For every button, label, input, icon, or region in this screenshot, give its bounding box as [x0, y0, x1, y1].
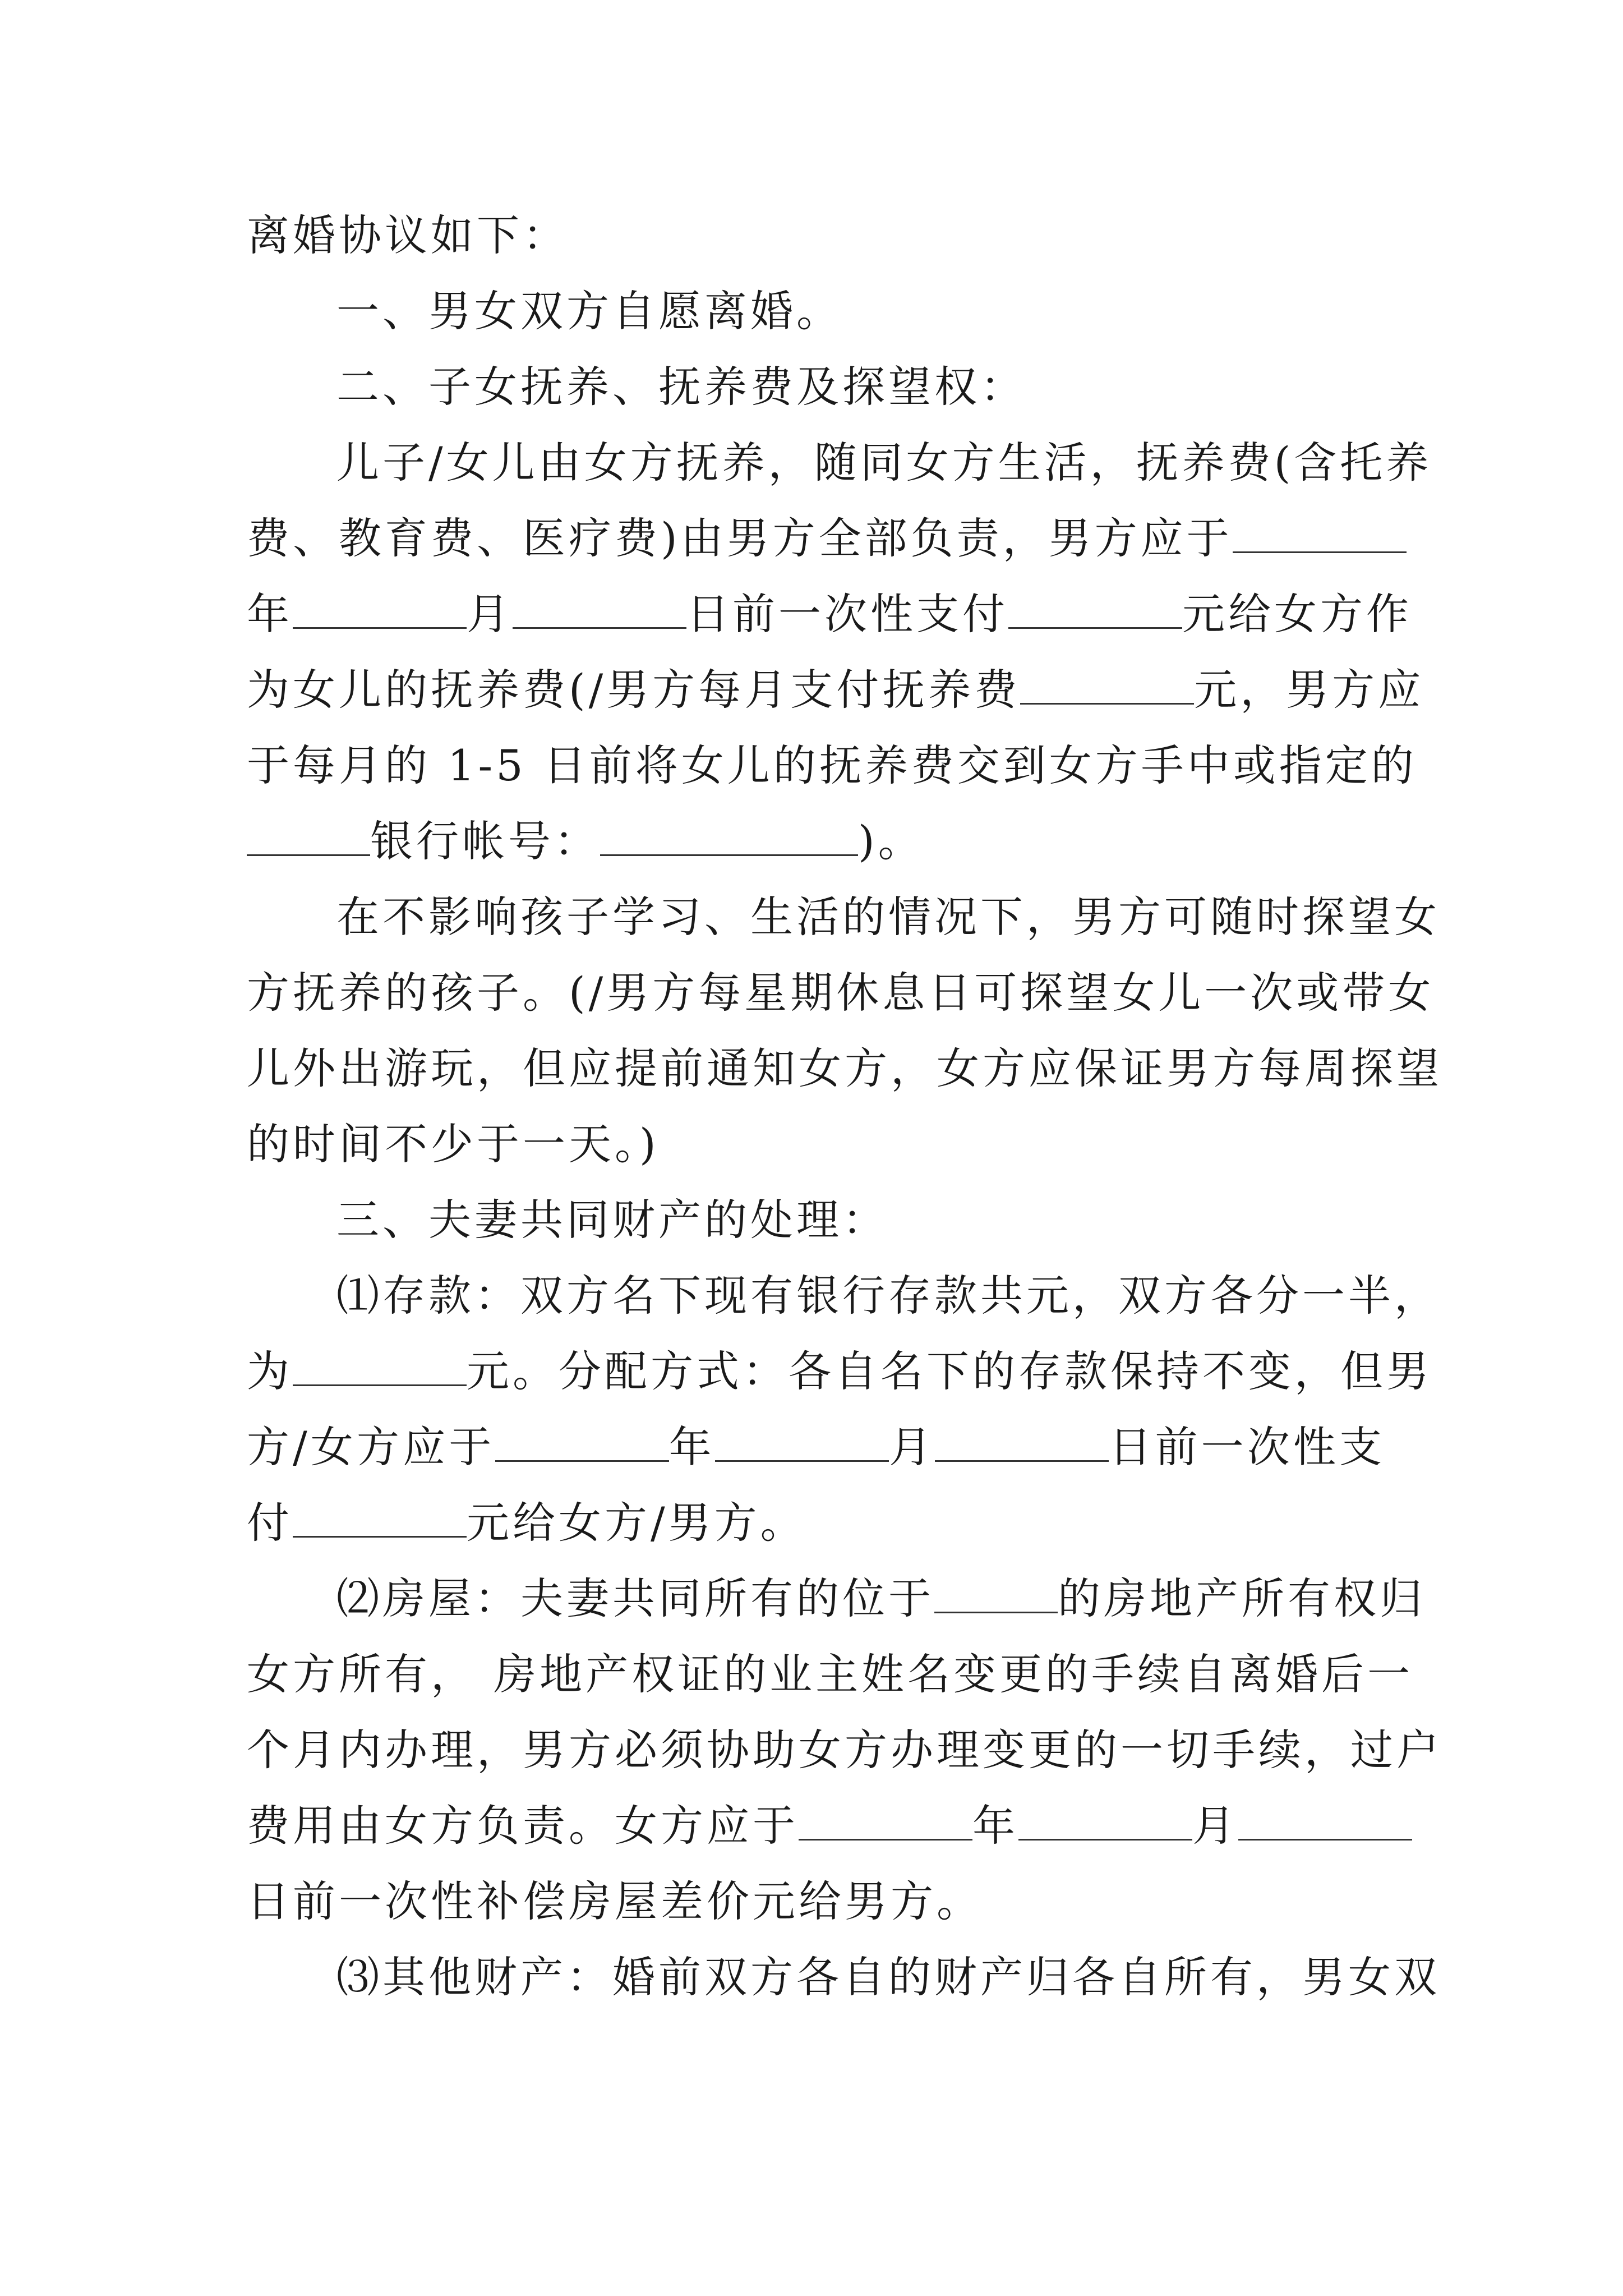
text-line: 在不影响孩子学习、生活的情况下，男方可随时探望女 [336, 892, 1440, 942]
text-line: 儿外出游玩，但应提前通知女方，女方应保证男方每周探望 [247, 1043, 1442, 1093]
text-line: ⑵房屋：夫妻共同所有的位于 的房地产所有权归 [336, 1573, 1426, 1623]
fill-blank[interactable] [715, 1421, 889, 1462]
text-line: 为女儿的抚养费(/男方每月支付抚养费 元，男方应 [247, 665, 1424, 715]
fill-blank[interactable] [934, 1572, 1058, 1613]
fill-blank[interactable] [600, 815, 858, 856]
text-line: 付 元给女方/男方。 [247, 1498, 806, 1548]
text-line: 的时间不少于一天。) [247, 1119, 660, 1169]
fill-blank[interactable] [799, 1800, 972, 1841]
fill-blank[interactable] [247, 815, 370, 856]
fill-blank[interactable] [293, 588, 467, 629]
text-line: 于每月的 1-5 日前将女儿的抚养费交到女方手中或指定的 [247, 740, 1417, 790]
text-line: 方/女方应于 年 月 日前一次性支 [247, 1422, 1386, 1472]
text-line: 儿子/女儿由女方抚养，随同女方生活，抚养费(含托养 [336, 438, 1432, 487]
text-line: 离婚协议如下： [247, 210, 569, 260]
fill-blank[interactable] [1238, 1800, 1412, 1841]
fill-blank[interactable] [293, 1497, 467, 1538]
fill-blank[interactable] [935, 1421, 1109, 1462]
text-line: 年 月 日前一次性支付 元给女方作 [247, 589, 1412, 639]
fill-blank[interactable] [1018, 1800, 1192, 1841]
text-line: 女方所有， 房地产权证的业主姓名变更的手续自离婚后一 [247, 1649, 1414, 1699]
text-line: 方抚养的孩子。(/男方每星期休息日可探望女儿一次或带女 [247, 968, 1435, 1018]
section-heading-2: 二、子女抚养、抚养费及探望权： [336, 362, 1026, 412]
section-heading-1: 一、男女双方自愿离婚。 [336, 286, 842, 336]
fill-blank[interactable] [1233, 512, 1407, 553]
text-line: ⑴存款：双方名下现有银行存款共元，双方各分一半， [336, 1271, 1440, 1320]
fill-blank[interactable] [1020, 664, 1194, 705]
fill-blank[interactable] [293, 1345, 467, 1386]
fill-blank[interactable] [495, 1421, 669, 1462]
text-line: 银行帐号： )。 [247, 811, 924, 872]
text-line: 费、教育费、医疗费)由男方全部负责，男方应于 [247, 508, 1385, 569]
text-line: 为 元。分配方式：各自名下的存款保持不变，但男 [247, 1346, 1432, 1396]
text-line: 费用由女方负责。女方应于 年 月 [247, 1795, 1385, 1857]
section-heading-3: 三、夫妻共同财产的处理： [336, 1195, 888, 1245]
text-line: 个月内办理，男方必须协助女方办理变更的一切手续，过户 [247, 1725, 1442, 1775]
text-line: 日前一次性补偿房屋差价元给男方。 [247, 1876, 983, 1926]
fill-blank[interactable] [1008, 588, 1182, 629]
text-line: ⑶其他财产：婚前双方各自的财产归各自所有，男女双 [336, 1952, 1440, 2002]
fill-blank[interactable] [513, 588, 686, 629]
